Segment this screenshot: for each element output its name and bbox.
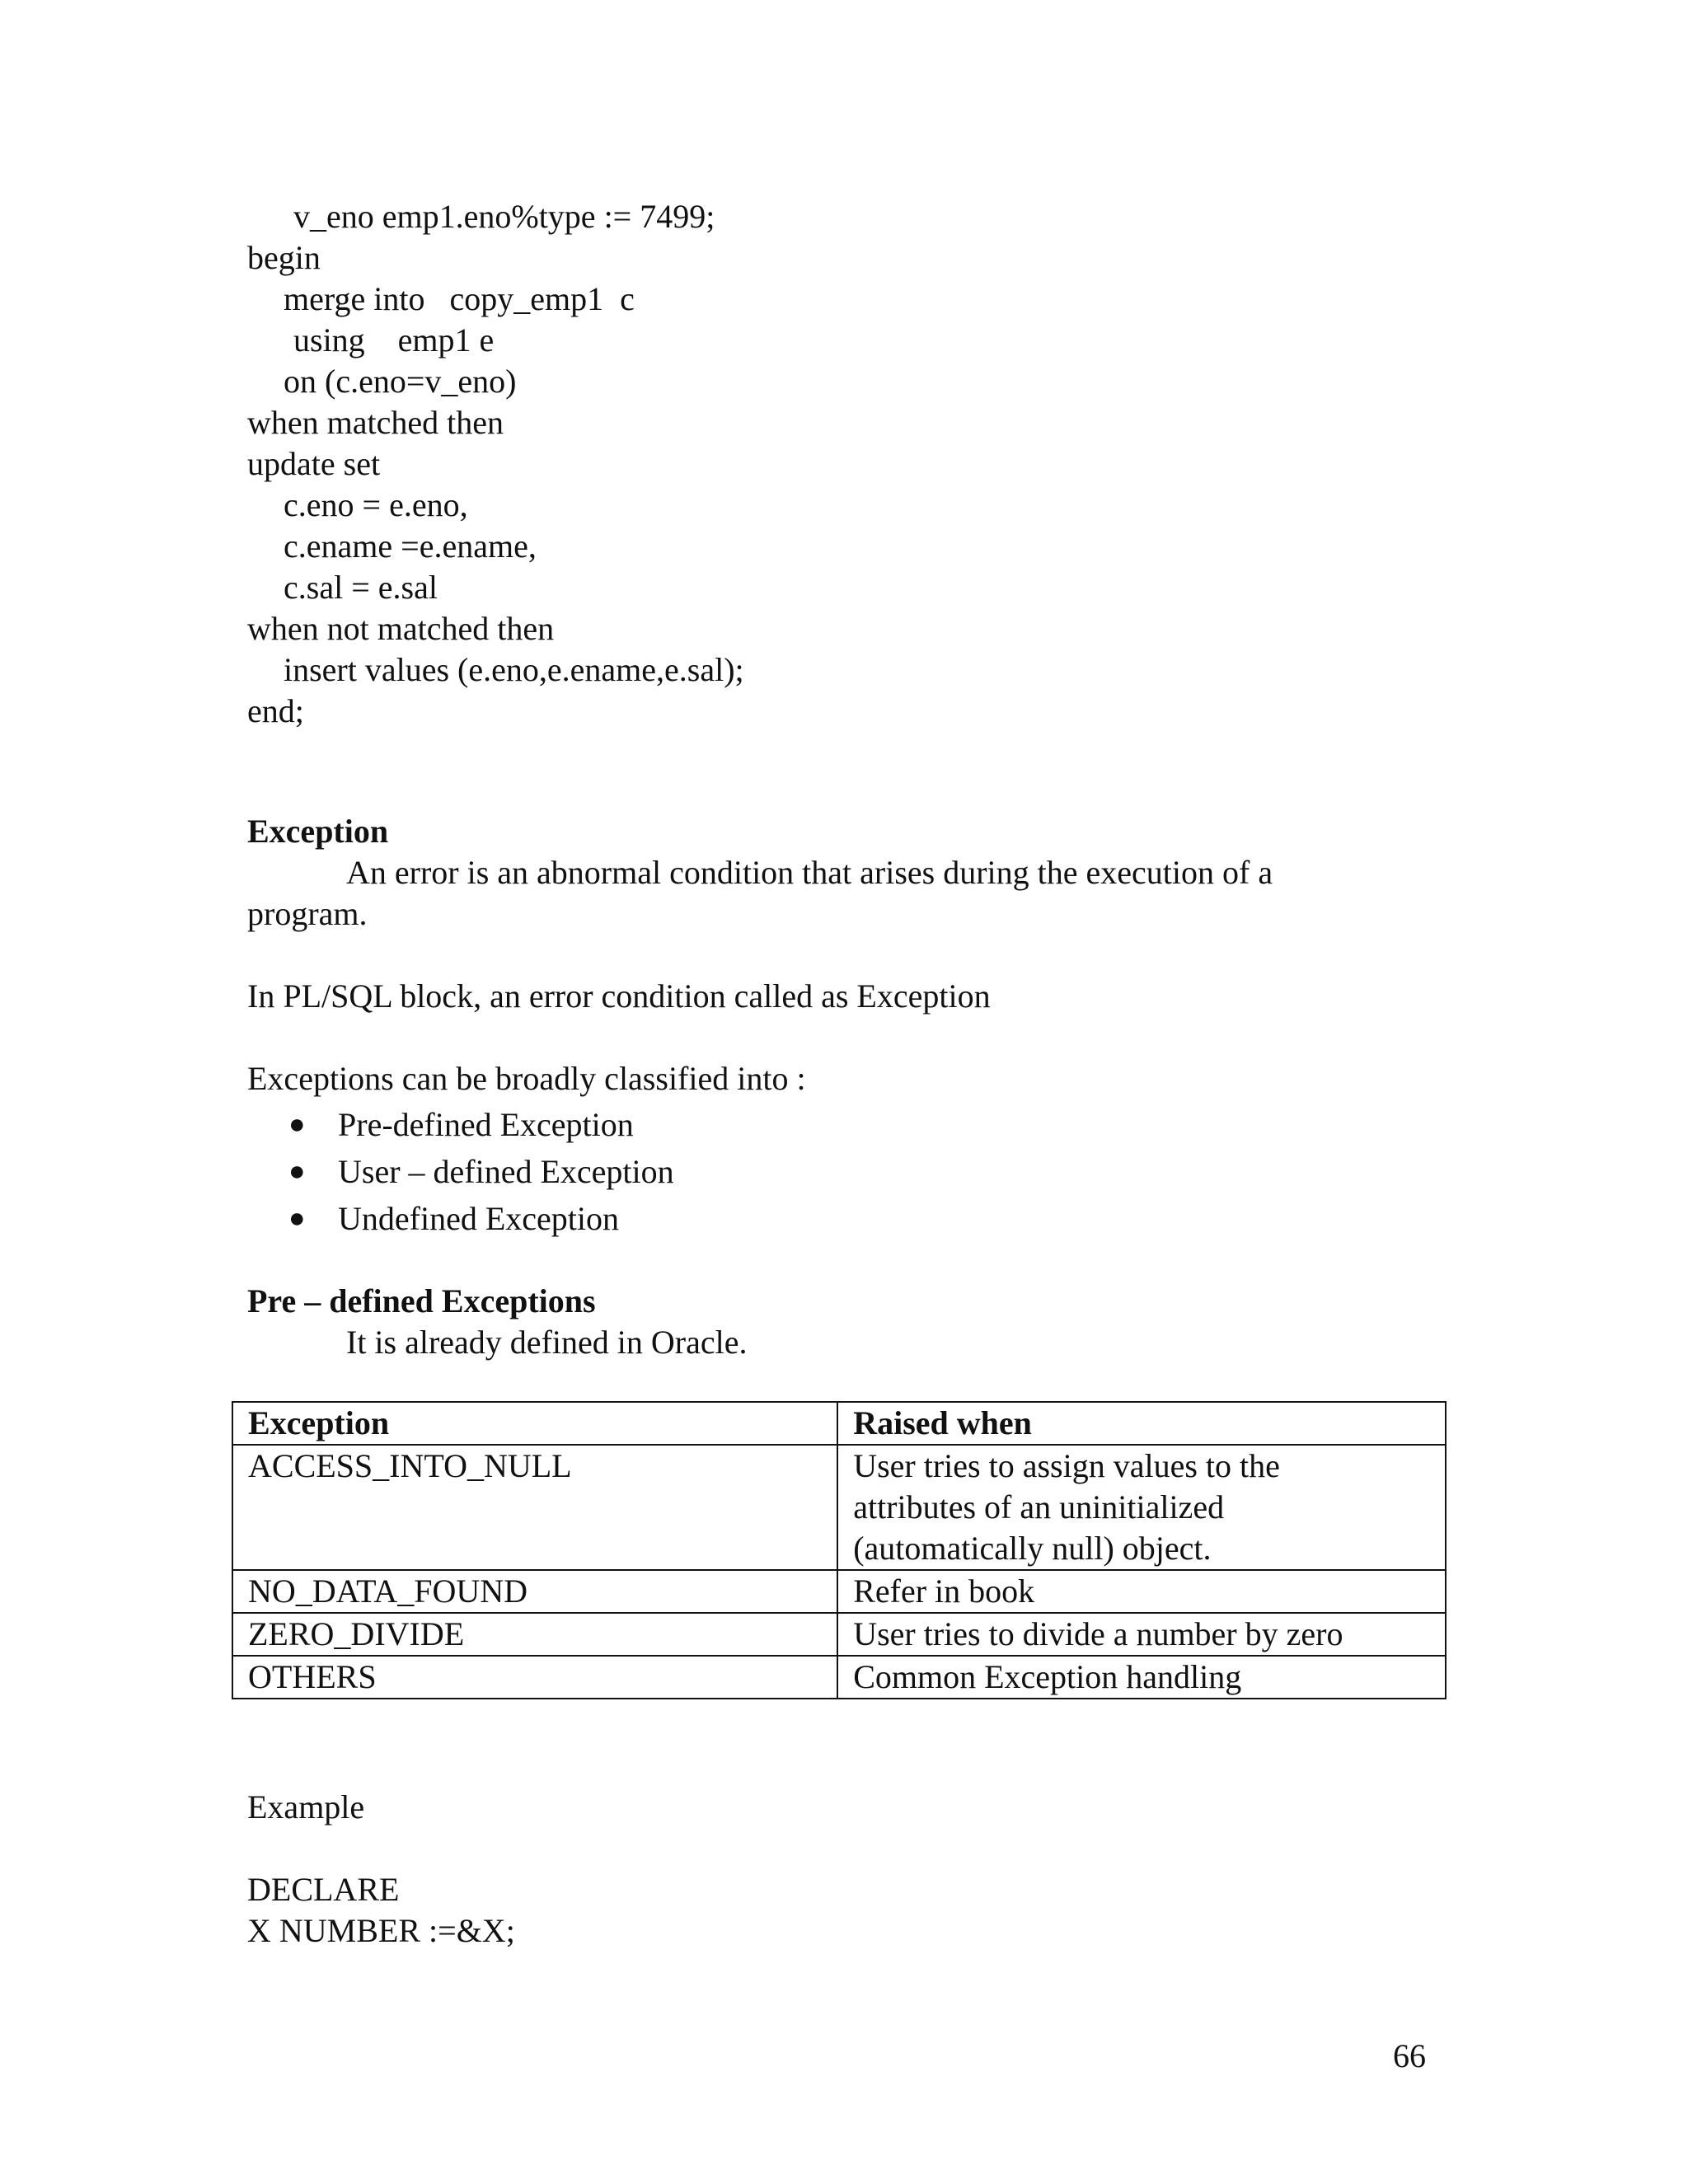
code-line: using emp1 e [293, 321, 495, 359]
table-row [232, 1570, 1446, 1613]
code-line: v_eno emp1.eno%type := 7499; [293, 198, 715, 235]
raised-when-line: attributes of an uninitialized [853, 1488, 1225, 1526]
code-line: end; [247, 692, 304, 729]
table-row [232, 1613, 1446, 1656]
list-item: ● User – defined Exception [247, 1148, 674, 1195]
exception-name-cell: ZERO_DIVIDE [232, 1613, 837, 1656]
bullet-icon: ● [288, 1203, 306, 1234]
raised-when-cell [837, 1613, 1446, 1656]
code-block [247, 196, 744, 732]
raised-when-line: Refer in book [853, 1572, 1035, 1610]
raised-when-line: User tries to assign values to the [853, 1447, 1280, 1484]
table-row [232, 1656, 1446, 1699]
raised-when-cell [837, 1445, 1446, 1570]
raised-when-line: (automatically null) object. [853, 1530, 1212, 1567]
exception-paragraph-line1: An error is an abnormal condition that arises during the execution of a [346, 854, 1273, 891]
raised-when-line: Common Exception handling [853, 1658, 1242, 1695]
predefined-paragraph: It is already defined in Oracle. [346, 1324, 748, 1361]
example-code-line2: X NUMBER :=&X; [247, 1912, 515, 1949]
code-line: begin [247, 239, 321, 276]
exception-name-cell: ACCESS_INTO_NULL [232, 1445, 837, 1570]
code-line: on (c.eno=v_eno) [284, 363, 517, 400]
exception-definition: In PL/SQL block, an error condition called as Exception [247, 977, 991, 1015]
code-line: merge into copy_emp1 c [284, 280, 635, 317]
bullet-icon: ● [288, 1109, 306, 1140]
raised-when-line: User tries to divide a number by zero [853, 1615, 1343, 1652]
list-item: ● Pre-defined Exception [247, 1101, 674, 1148]
predefined-heading: Pre – defined Exceptions [247, 1282, 596, 1319]
exception-name-cell: OTHERS [232, 1656, 837, 1699]
classification-intro: Exceptions can be broadly classified into : [247, 1060, 806, 1097]
code-line: update set [247, 445, 381, 482]
page-number: 66 [1393, 2037, 1426, 2074]
code-line: c.eno = e.eno, [284, 486, 468, 523]
code-line: insert values (e.eno,e.ename,e.sal); [284, 651, 744, 688]
table-header-row [232, 1402, 1446, 1445]
exceptions-table [232, 1401, 1447, 1699]
exception-heading: Exception [247, 813, 389, 850]
column-header-exception: Exception [232, 1402, 837, 1445]
raised-when-cell [837, 1570, 1446, 1613]
bullet-icon: ● [288, 1156, 306, 1187]
column-header-raised-when: Raised when [837, 1402, 1446, 1445]
table-row [232, 1445, 1446, 1570]
exception-type-list [247, 1101, 674, 1242]
example-label: Example [247, 1788, 365, 1825]
exception-paragraph-line2: program. [247, 895, 368, 932]
code-line: c.sal = e.sal [284, 569, 438, 606]
code-line: when matched then [247, 404, 504, 441]
list-item: ● Undefined Exception [247, 1195, 674, 1242]
code-line: when not matched then [247, 610, 555, 647]
raised-when-cell [837, 1656, 1446, 1699]
exception-name-cell: NO_DATA_FOUND [232, 1570, 837, 1613]
example-code-line1: DECLARE [247, 1871, 400, 1908]
code-line: c.ename =e.ename, [284, 527, 537, 565]
